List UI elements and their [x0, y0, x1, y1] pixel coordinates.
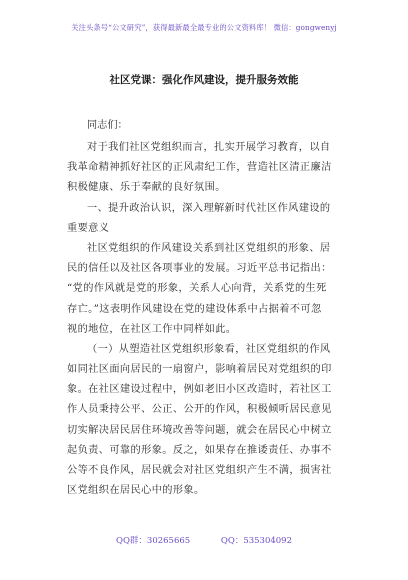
- body-line: “党的作风就是党的形象，关系人心向背，关系党的生死: [67, 283, 327, 295]
- body-line: 民的信任以及社区各项事业的发展。习近平总书记指出：: [67, 263, 332, 275]
- body-line: 视的地位，在社区工作中同样如此。: [67, 323, 237, 335]
- body-line: 公等不良作风，居民就会对社区党组织产生不满，损害社: [67, 465, 332, 476]
- footer-qq-group: QQ群：30265665: [115, 536, 191, 546]
- salutation: 同志们：: [87, 120, 128, 131]
- body-line: 我革命精神抓好社区的正风肃纪工作，营造社区清正廉洁: [67, 162, 332, 174]
- body-line: 象。在社区建设过程中，例如老旧小区改造时，若社区工: [67, 384, 332, 396]
- footer-contact: [0, 534, 408, 546]
- body-line: 重要意义: [67, 222, 110, 234]
- header-banner: 关注头条号“公文研究”，获得最新最全最专业的公文资料库！ 微信：gongwenyj: [71, 23, 337, 32]
- body-line: 社区党组织的作风建设关系到社区党组织的形象、居: [87, 242, 331, 254]
- body-line: （一）从塑造社区党组织形象看，社区党组织的作风: [87, 343, 331, 355]
- document-body: [67, 138, 347, 501]
- body-line: 作人员秉持公平、公正、公开的作风，积极倾听居民意见: [67, 404, 332, 416]
- body-line: 一、提升政治认识，深入理解新时代社区作风建设的: [87, 202, 331, 214]
- body-line: 如同社区面向居民的一扇窗户，影响着居民对党组织的印: [67, 364, 332, 376]
- document-title: 社区党课：强化作风建设，提升服务效能: [109, 74, 299, 86]
- body-line: 起负责、可靠的形象。反之，如果存在推诿责任、办事不: [67, 444, 332, 456]
- body-line: 对于我们社区党组织而言，扎实开展学习教育，以自: [87, 142, 331, 153]
- body-line: 区党组织在居民心中的形象。: [67, 485, 205, 497]
- body-line: 切实解决居民居住环境改善等问题，就会在居民心中树立: [67, 424, 332, 436]
- footer-qq: QQ：535304092: [220, 536, 292, 546]
- body-line: 存亡。”这表明作风建设在党的建设体系中占据着不可忽: [67, 303, 322, 315]
- body-line: 积极健康、乐于奉献的良好氛围。: [67, 182, 226, 194]
